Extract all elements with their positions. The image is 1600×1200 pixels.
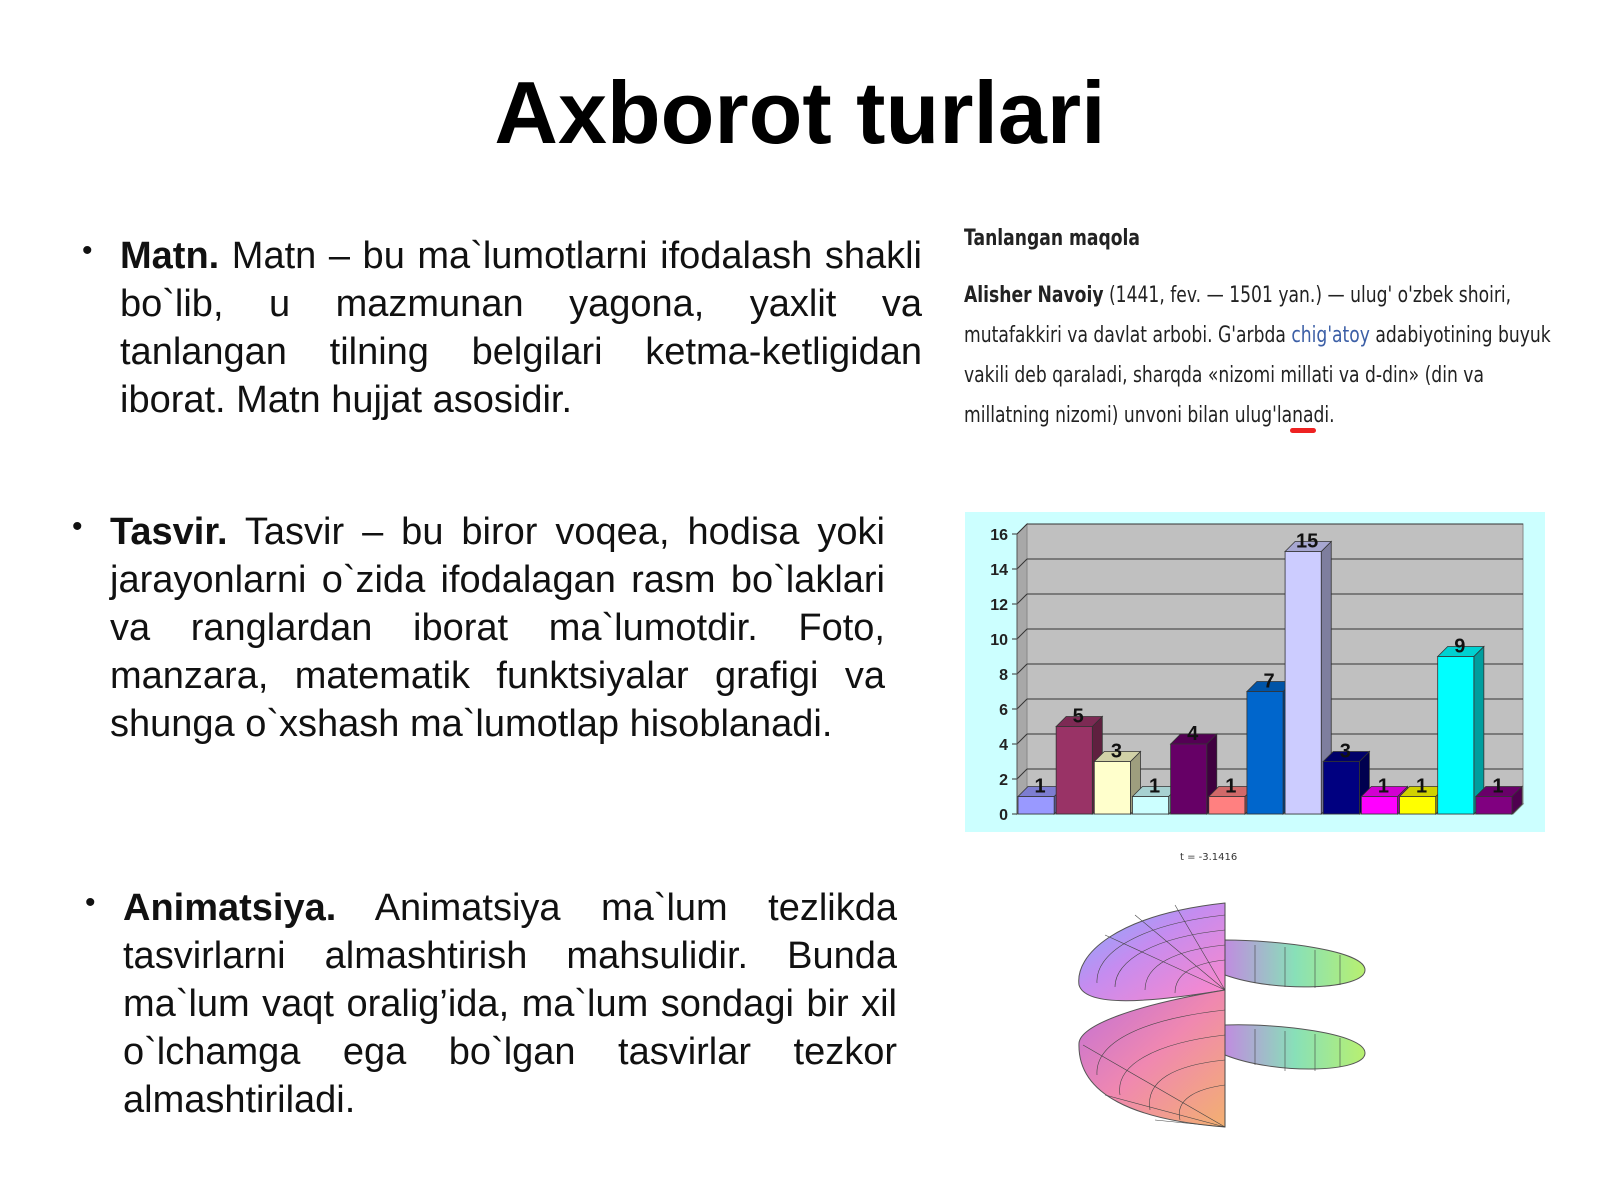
bar-value-label: 1 — [1148, 775, 1161, 798]
bar — [1209, 797, 1245, 815]
bullet-animatsiya — [123, 884, 897, 1124]
bullet-dot: • — [82, 234, 93, 267]
article-heading: Tanlangan maqola — [964, 226, 1141, 251]
bar — [1323, 762, 1359, 815]
bar-value-label: 1 — [1416, 775, 1428, 798]
bar — [1285, 552, 1321, 815]
y-tick-label: 14 — [990, 562, 1008, 579]
bar — [1094, 762, 1130, 815]
article-text-2: adabiyotining buyuk vakili deb qaraladi, sharqda «nizomi millati va d-din» (din va millatning nizomi) unvoni bilan ulug'lanadi. — [964, 323, 1551, 428]
article-link: chig'atoy — [1291, 323, 1370, 348]
bullet-term: Tasvir. — [110, 511, 228, 553]
bar-value-label: 15 — [1296, 530, 1319, 553]
y-tick-label: 16 — [990, 527, 1008, 544]
bar-value-label: 1 — [1377, 775, 1390, 798]
bullet-dot: • — [72, 510, 83, 543]
slide-title: Axborot turlari — [494, 63, 1106, 162]
bar-value-label: 4 — [1187, 723, 1199, 745]
bar — [1018, 797, 1054, 815]
bar — [1056, 727, 1092, 815]
article-body — [964, 276, 1553, 436]
bar — [1247, 692, 1283, 815]
red-mark — [1290, 428, 1316, 433]
bullet-description: Matn – bu ma`lumotlarni ifodalash shakli bo`lib, u mazmunan yagona, yaxlit va tanlangan tilning belgilari ketma-ketligidan iborat. Matn hujjat asosidir. — [120, 235, 922, 421]
bar-value-label: 1 — [1492, 775, 1504, 798]
y-tick-label: 12 — [990, 597, 1008, 614]
y-tick-label: 8 — [999, 667, 1008, 684]
article-text-1: (1441, fev. — 1501 yan.) — ulug' o'zbek shoiri, mutafakkiri va davlat arbobi. G'arbda — [964, 283, 1512, 348]
bar-value-label: 5 — [1072, 705, 1084, 728]
bar — [1400, 797, 1436, 815]
bar — [1438, 657, 1474, 815]
y-tick-label: 4 — [999, 737, 1008, 754]
article-name: Alisher Navoiy — [964, 283, 1104, 308]
bullet-tasvir — [110, 508, 885, 748]
bar-chart — [965, 512, 1545, 832]
bar-value-label: 1 — [1225, 775, 1237, 798]
bar-chart-svg — [965, 512, 1545, 832]
bullet-term: Animatsiya. — [123, 887, 337, 929]
animation-caption: t = -3.1416 — [1180, 852, 1238, 863]
y-tick-label: 6 — [999, 702, 1008, 719]
article-snippet-image — [952, 220, 1564, 436]
y-tick-label: 0 — [999, 807, 1008, 824]
bullet-dot: • — [85, 886, 96, 919]
bar-value-label: 3 — [1110, 740, 1122, 763]
bar-value-label: 1 — [1034, 775, 1046, 798]
bullet-description: Tasvir – bu biror voqea, hodisa yoki jarayonlarni o`zida ifodalagan rasm bo`laklari va ranglardan iborat ma`lumotdir. Foto, manzara, matematik funktsiyalar grafigi va shunga o`xshash ma`lumotlap hisoblanadi. — [110, 511, 885, 745]
spiral-surface-graphic — [1075, 895, 1375, 1135]
y-tick-label: 10 — [990, 632, 1008, 649]
bullet-description: Animatsiya ma`lum tezlikda tasvirlarni almashtirish mahsulidir. Bunda ma`lum vaqt oralig’ida, ma`lum sondagi bir xil o`lchamga ega bo`lgan tasvirlar tezkor almashtiriladi. — [123, 887, 897, 1121]
bar-value-label: 7 — [1263, 670, 1275, 693]
bar — [1361, 797, 1397, 815]
bar — [1132, 797, 1168, 815]
bar-value-label: 3 — [1339, 740, 1351, 763]
y-tick-label: 2 — [999, 772, 1008, 789]
bar — [1476, 797, 1512, 815]
bar — [1171, 744, 1207, 814]
bar-side — [1474, 647, 1484, 815]
bar-value-label: 9 — [1454, 635, 1466, 658]
bullet-term: Matn. — [120, 235, 220, 277]
bullet-matn — [120, 232, 922, 424]
